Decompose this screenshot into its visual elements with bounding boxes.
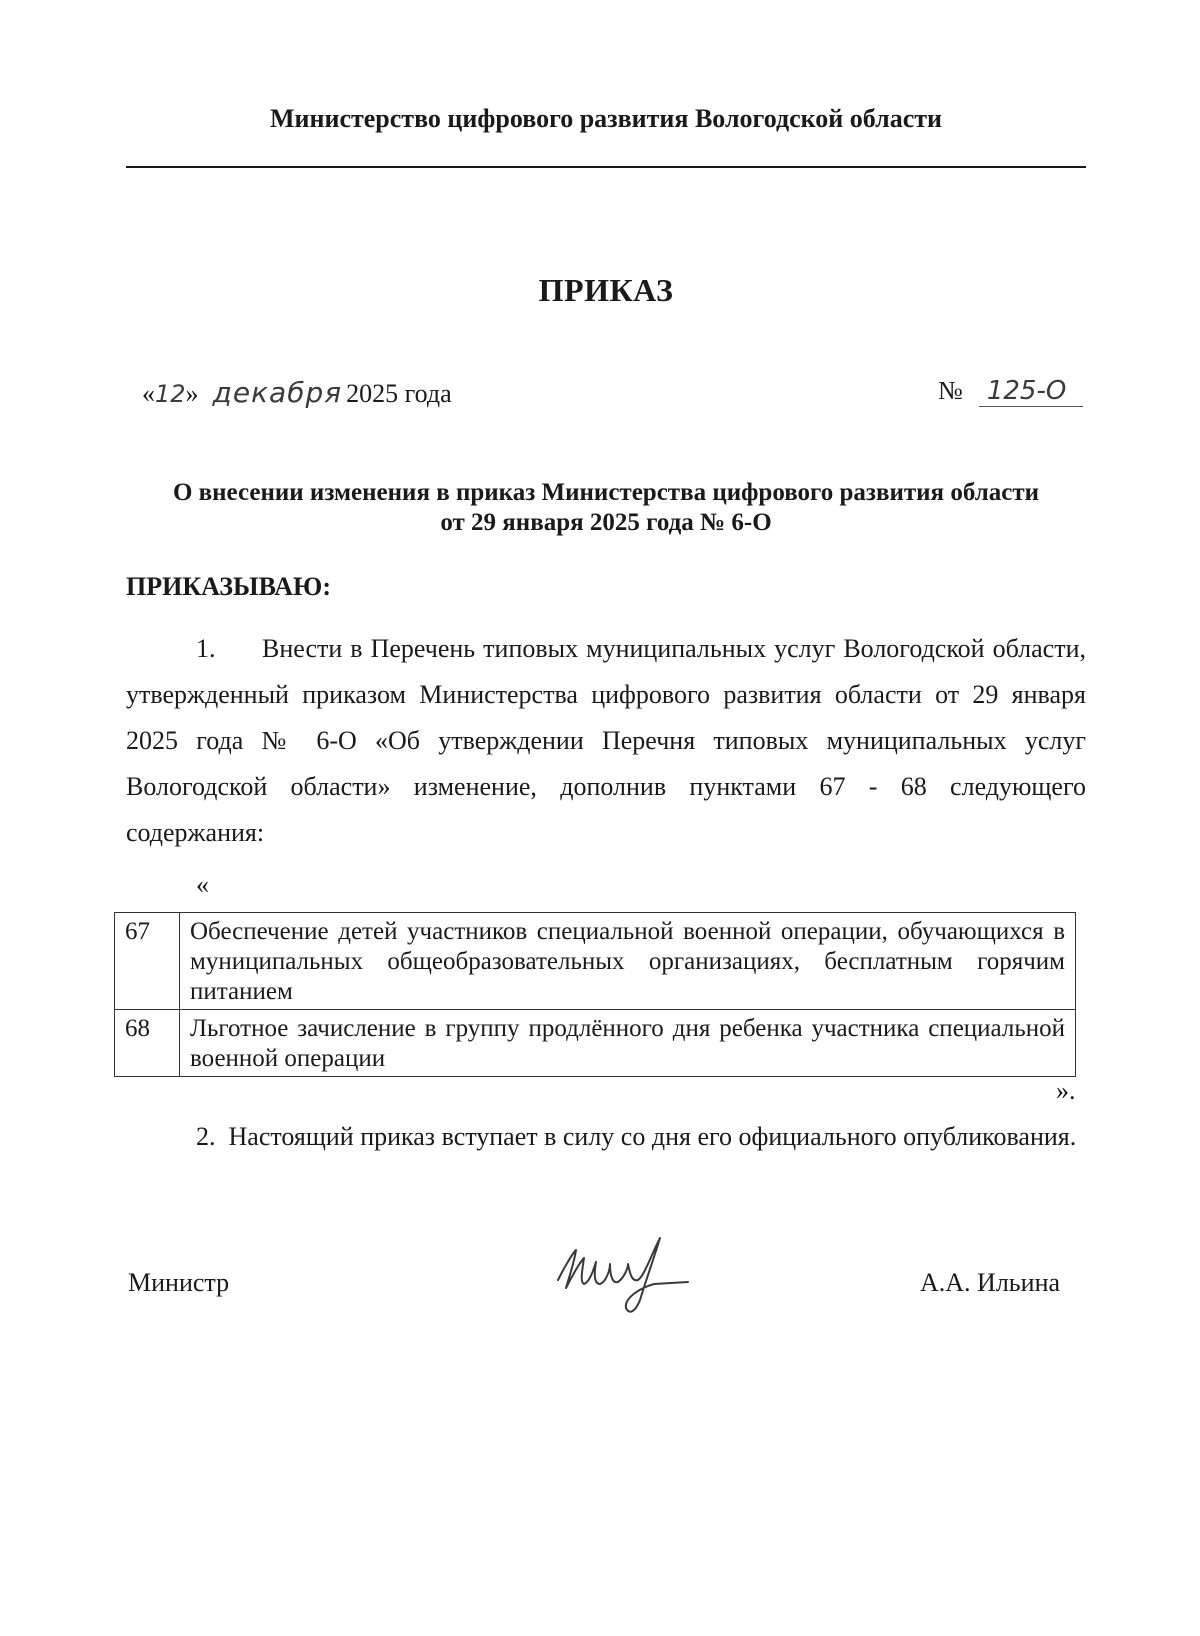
document-number [938, 376, 1083, 407]
ministry-name: Министерство цифрового развития Вологодской области [269, 104, 943, 133]
date-day-handwritten: 12 [155, 380, 186, 408]
number-label: № [938, 376, 963, 405]
document-subject [126, 478, 1086, 538]
item-2-text: Настоящий приказ вступает в силу со дня его официального опубликования. [228, 1122, 1077, 1151]
signer-position: Министр [128, 1268, 230, 1297]
date-open-quote: « [142, 379, 155, 408]
date-month-handwritten: декабря [212, 376, 343, 409]
number-value-handwritten: 125-О [979, 376, 1083, 407]
document-title: ПРИКАЗ [538, 272, 674, 308]
row-number: 67 [115, 913, 180, 1010]
row-text: Обеспечение детей участников специальной военной операции, обучающихся в муниципальных общеобразовательных организациях, бесплатным горячим питанием [180, 913, 1076, 1010]
signer-name: А.А. Ильина [920, 1268, 1061, 1297]
table-close-quote: ». [1056, 1076, 1076, 1105]
order-heading: ПРИКАЗЫВАЮ: [126, 572, 331, 601]
table-row [115, 1010, 1076, 1077]
handwritten-signature [550, 1228, 700, 1328]
services-table [114, 912, 1076, 1077]
date-year: 2025 года [346, 379, 452, 408]
paragraph-item-2 [126, 1114, 1086, 1160]
item-2-number: 2. [196, 1122, 216, 1151]
item-1-number: 1. [196, 634, 216, 663]
document-date [142, 376, 452, 409]
row-text: Льготное зачисление в группу продлённого дня ребенка участника специальной военной операции [180, 1010, 1076, 1077]
item-1-text: Внести в Перечень типовых муниципальных услуг Вологодской области, утвержденный приказом Министерства цифрового развития области от 29 января 2025 года № 6-О «Об утверждении Перечня типовых муниципальных услуг Вологодской области» изменение, дополнив пунктами 67 - 68 следующего содержания: [126, 634, 1086, 847]
table-row [115, 913, 1076, 1010]
header-divider [126, 166, 1086, 168]
date-close-quote: » [185, 379, 199, 408]
table-open-quote: « [196, 870, 209, 899]
paragraph-item-1 [126, 626, 1086, 856]
row-number: 68 [115, 1010, 180, 1077]
subject-line-1: О внесении изменения в приказ Министерства цифрового развития области [172, 479, 1040, 506]
subject-line-2: от 29 января 2025 года № 6-О [440, 509, 772, 536]
